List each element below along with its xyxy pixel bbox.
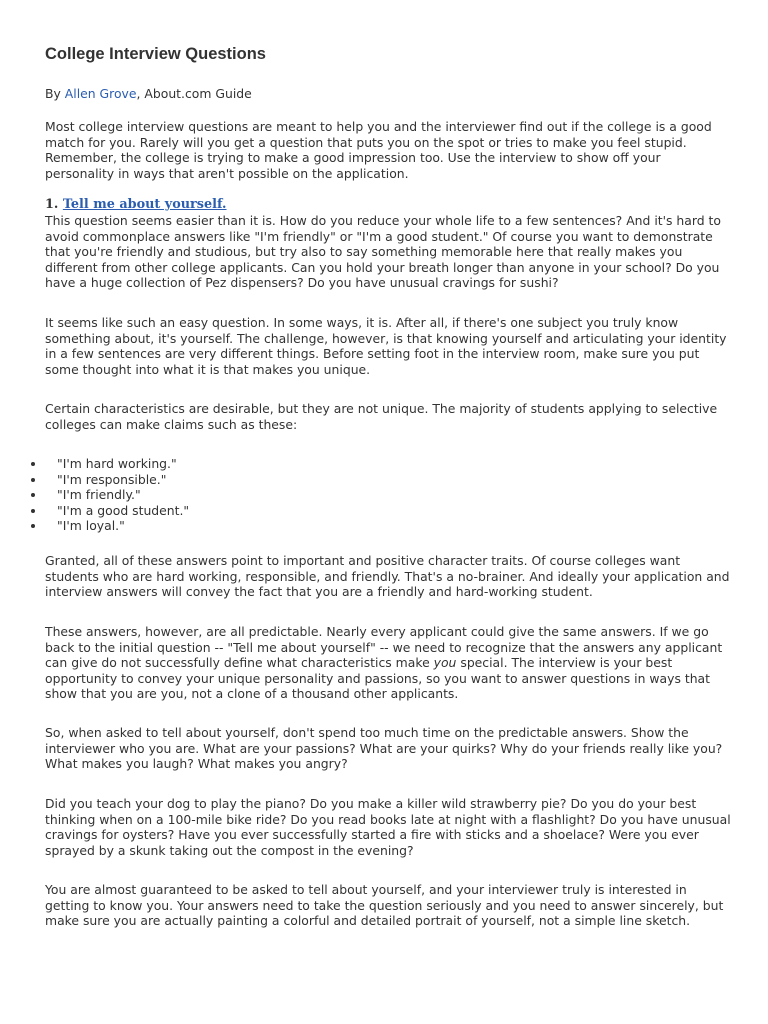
byline-prefix: By — [45, 86, 65, 101]
list-item — [45, 518, 189, 534]
question-number: 1. — [45, 197, 59, 212]
answer-paragraph: You are almost guaranteed to be asked to tell about yourself, and your interviewer truly is interested in getting to know you. Your answers need to take the question seriously and you need to answer sincerely, but make sure you are actually painting a colorful and detailed portrait of yourself, not a simple line sketch. — [45, 882, 724, 929]
question-heading — [45, 197, 227, 213]
bullet-icon — [31, 509, 35, 513]
list-item — [45, 503, 189, 519]
trait-list — [45, 456, 189, 534]
answer-paragraph: So, when asked to tell about yourself, don't spend too much time on the predictable answers. Show the interviewer who you are. What are your passions? What are your quirks? Why do your friends really like you? What makes you laugh? What makes you angry? — [45, 725, 723, 772]
byline-suffix: , About.com Guide — [136, 86, 252, 101]
list-item-text: "I'm hard working." — [57, 456, 177, 471]
answer-paragraph: Certain characteristics are desirable, but they are not unique. The majority of students applying to selective colleges can make claims such as these: — [45, 401, 718, 432]
answer-paragraph: Granted, all of these answers point to important and positive character traits. Of course colleges want students who are hard working, responsible, and friendly. That's a no-brainer. And ideally your application and interview answers will convey the fact that you are a friendly and hard-working student. — [45, 553, 730, 600]
list-item — [45, 456, 189, 472]
list-item-text: "I'm loyal." — [57, 518, 125, 534]
bullet-icon — [31, 493, 35, 497]
answer-paragraph: Did you teach your dog to play the piano? Do you make a killer wild strawberry pie? Do you do your best thinking when on a 100-mile bike ride? Do you read books late at night with a flashlight? Do you have unusual cravings for oysters? Have you ever successfully started a fire with sticks and a shoelace? Were you ever sprayed by a skunk taking out the compost in the evening? — [45, 796, 731, 858]
page-title: College Interview Questions — [45, 45, 266, 63]
bullet-icon — [31, 462, 35, 466]
answer-paragraph: It seems like such an easy question. In some ways, it is. After all, if there's one subject you truly know something about, it's yourself. The challenge, however, is that knowing yourself and articulating your identity in a few sentences are very different things. Before setting foot in the interview room, make sure you put some thought into what it is that makes you unique. — [45, 315, 727, 377]
question-link[interactable]: Tell me about yourself. — [62, 197, 227, 212]
list-item-text: "I'm friendly." — [57, 487, 141, 503]
intro-paragraph: Most college interview questions are meant to help you and the interviewer find out if the college is a good match for you. Rarely will you get a question that puts you on the spot or tries to make you feel stupid. Remember, the college is trying to make a good impression too. Use the interview to show off your personality in ways that aren't possible on the application. — [45, 119, 712, 181]
list-item-text: "I'm a good student." — [57, 502, 190, 518]
byline — [45, 86, 252, 102]
bullet-icon — [31, 478, 35, 482]
list-item — [45, 487, 189, 503]
paragraph-text: special. The interview is your best opportunity to convey your unique personality and passions, so you want to answer questions in ways that show that you are you, not a clone of a thousand other applicants. — [45, 655, 711, 702]
list-item-text: "I'm responsible." — [57, 471, 167, 487]
list-item — [45, 472, 189, 488]
bullet-icon — [31, 524, 35, 528]
emphasis-text: you — [433, 655, 457, 671]
answer-paragraph: This question seems easier than it is. How do you reduce your whole life to a few sentences? And it's hard to avoid commonplace answers like "I'm friendly" or "I'm a good student." Of course you want to demonstrate that you're friendly and studious, but try also to say something memorable here that really makes you different from other college applicants. Can you hold your breath longer than anyone in your school? Do you have a huge collection of Pez dispensers? Do you have unusual cravings for sushi? — [45, 213, 721, 291]
answer-paragraph — [45, 624, 731, 702]
paragraph-text: These answers, however, are all predictable. Nearly every applicant could give the same answers. If we go back to the initial question -- "Tell me about yourself" -- we need to recognize that the answers any applicant can give do not successfully define what characteristics make — [45, 624, 723, 671]
author-link[interactable]: Allen Grove — [64, 86, 137, 101]
